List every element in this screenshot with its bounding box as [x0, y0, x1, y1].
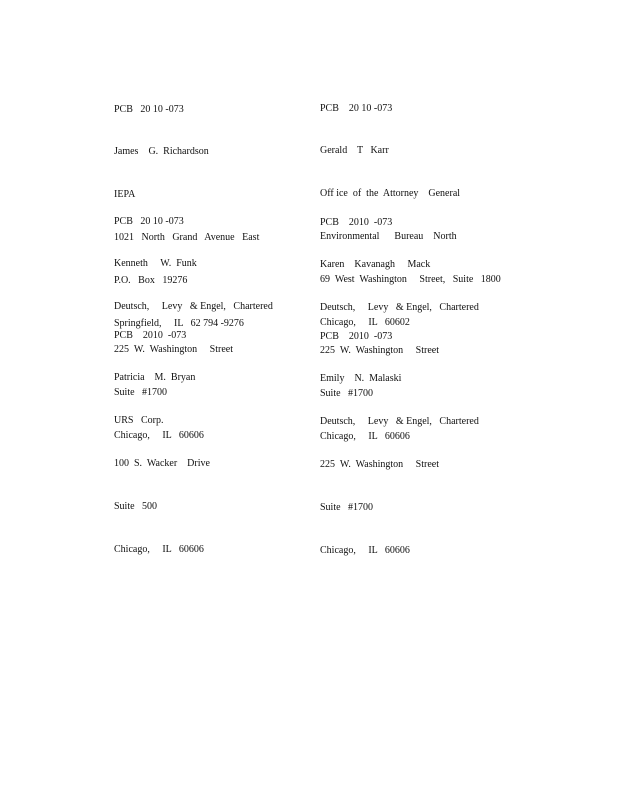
case-number: PCB 2010 -073: [114, 329, 187, 341]
address-line: Springfield, IL 62 794 -9276: [114, 318, 244, 330]
address-block-malaski: [320, 301, 530, 587]
case-number: PCB 20 10 -073: [320, 102, 393, 114]
address-block-bryan: [114, 300, 324, 586]
address-line: Suite #1700: [114, 387, 168, 399]
recipient-name: Patricia M. Bryan: [114, 372, 196, 384]
recipient-name: Karen Kavanagh Mack: [320, 259, 431, 271]
address-line: URS Corp.: [114, 415, 164, 427]
address-line: Deutsch, Levy & Engel, Chartered: [320, 416, 479, 428]
address-line: Chicago, IL 60606: [320, 431, 410, 443]
address-line: Environmental Bureau North: [320, 231, 457, 243]
address-line: Deutsch, Levy & Engel, Chartered: [114, 301, 273, 313]
case-number: PCB 20 10 -073: [114, 103, 184, 115]
address-line: 225 W. Washington Street: [320, 459, 440, 471]
address-line: P.O. Box 19276: [114, 275, 188, 287]
case-number: PCB 2010 -073: [320, 330, 393, 342]
address-line: Suite #1700: [320, 502, 374, 514]
address-line: Chicago, IL 60602: [320, 317, 410, 329]
address-line: Off ice of the Attorney General: [320, 188, 461, 200]
address-line: Chicago, IL 60606: [114, 544, 204, 556]
case-number: PCB 2010 -073: [320, 216, 393, 228]
recipient-name: Emily N. Malaski: [320, 373, 402, 385]
address-line: Chicago, IL 60606: [114, 430, 204, 442]
address-line: Chicago, IL 60606: [320, 545, 410, 557]
address-line: 1021 North Grand Avenue East: [114, 232, 260, 244]
case-number: PCB 20 10 -073: [114, 215, 184, 227]
address-line: 225 W. Washington Street: [114, 344, 234, 356]
recipient-name: James G. Richardson: [114, 146, 209, 158]
address-line: 100 S. Wacker Drive: [114, 458, 210, 470]
address-line: 225 W. Washington Street: [320, 345, 440, 357]
address-line: Deutsch, Levy & Engel, Chartered: [320, 302, 479, 314]
address-line: 69 West Washington Street, Suite 1800: [320, 274, 501, 286]
recipient-name: Gerald T Karr: [320, 145, 389, 157]
address-line: Suite 500: [114, 501, 158, 513]
address-line: IEPA: [114, 189, 136, 201]
recipient-name: Kenneth W. Funk: [114, 258, 197, 270]
address-line: Suite #1700: [320, 388, 374, 400]
